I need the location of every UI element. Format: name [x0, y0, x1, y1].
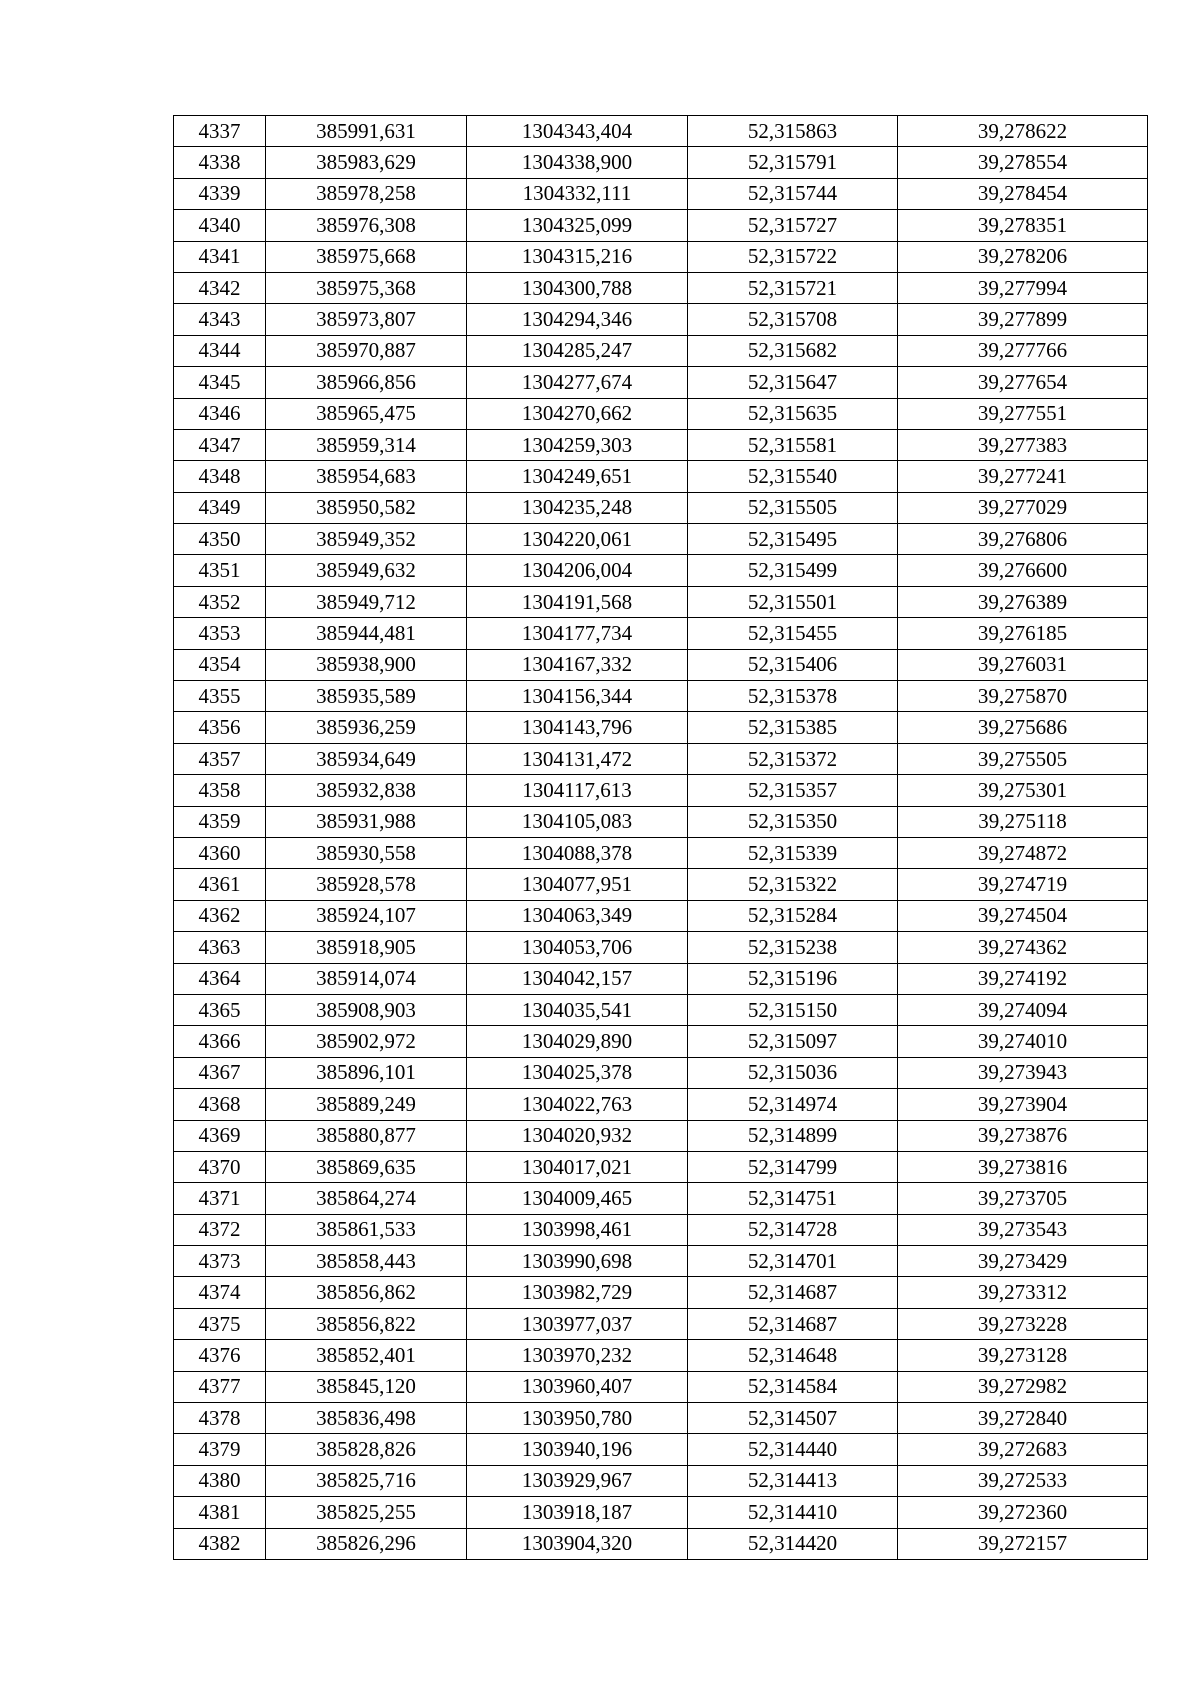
- x-coordinate-cell: 385934,649: [266, 743, 467, 774]
- x-coordinate-cell: 385928,578: [266, 869, 467, 900]
- latitude-cell: 52,315150: [688, 994, 898, 1025]
- x-coordinate-cell: 385949,352: [266, 524, 467, 555]
- longitude-cell: 39,278206: [898, 241, 1148, 272]
- point-number-cell: 4354: [174, 649, 266, 680]
- y-coordinate-cell: 1304300,788: [467, 272, 688, 303]
- x-coordinate-cell: 385861,533: [266, 1214, 467, 1245]
- longitude-cell: 39,272982: [898, 1371, 1148, 1402]
- x-coordinate-cell: 385954,683: [266, 461, 467, 492]
- y-coordinate-cell: 1303950,780: [467, 1403, 688, 1434]
- table-row: [174, 1057, 1148, 1088]
- table-row: [174, 1308, 1148, 1339]
- point-number-cell: 4381: [174, 1497, 266, 1528]
- point-number-cell: 4338: [174, 147, 266, 178]
- x-coordinate-cell: 385914,074: [266, 963, 467, 994]
- x-coordinate-cell: 385852,401: [266, 1340, 467, 1371]
- longitude-cell: 39,274504: [898, 900, 1148, 931]
- longitude-cell: 39,276031: [898, 649, 1148, 680]
- longitude-cell: 39,278351: [898, 210, 1148, 241]
- x-coordinate-cell: 385935,589: [266, 681, 467, 712]
- y-coordinate-cell: 1304332,111: [467, 178, 688, 209]
- latitude-cell: 52,315378: [688, 681, 898, 712]
- latitude-cell: 52,315744: [688, 178, 898, 209]
- y-coordinate-cell: 1303940,196: [467, 1434, 688, 1465]
- latitude-cell: 52,315196: [688, 963, 898, 994]
- y-coordinate-cell: 1304131,472: [467, 743, 688, 774]
- table-row: [174, 900, 1148, 931]
- y-coordinate-cell: 1304325,099: [467, 210, 688, 241]
- point-number-cell: 4379: [174, 1434, 266, 1465]
- longitude-cell: 39,273876: [898, 1120, 1148, 1151]
- x-coordinate-cell: 385924,107: [266, 900, 467, 931]
- latitude-cell: 52,315339: [688, 837, 898, 868]
- latitude-cell: 52,314410: [688, 1497, 898, 1528]
- latitude-cell: 52,314974: [688, 1089, 898, 1120]
- point-number-cell: 4352: [174, 586, 266, 617]
- x-coordinate-cell: 385932,838: [266, 775, 467, 806]
- y-coordinate-cell: 1304156,344: [467, 681, 688, 712]
- table-row: [174, 806, 1148, 837]
- y-coordinate-cell: 1304088,378: [467, 837, 688, 868]
- table-row: [174, 837, 1148, 868]
- table-row: [174, 147, 1148, 178]
- y-coordinate-cell: 1303977,037: [467, 1308, 688, 1339]
- table-row: [174, 932, 1148, 963]
- longitude-cell: 39,274362: [898, 932, 1148, 963]
- table-row: [174, 869, 1148, 900]
- x-coordinate-cell: 385845,120: [266, 1371, 467, 1402]
- point-number-cell: 4362: [174, 900, 266, 931]
- point-number-cell: 4376: [174, 1340, 266, 1371]
- y-coordinate-cell: 1304063,349: [467, 900, 688, 931]
- x-coordinate-cell: 385858,443: [266, 1246, 467, 1277]
- y-coordinate-cell: 1303970,232: [467, 1340, 688, 1371]
- point-number-cell: 4344: [174, 335, 266, 366]
- point-number-cell: 4356: [174, 712, 266, 743]
- x-coordinate-cell: 385908,903: [266, 994, 467, 1025]
- longitude-cell: 39,278622: [898, 116, 1148, 147]
- longitude-cell: 39,273429: [898, 1246, 1148, 1277]
- point-number-cell: 4355: [174, 681, 266, 712]
- coordinate-table: [173, 115, 1148, 1560]
- x-coordinate-cell: 385856,862: [266, 1277, 467, 1308]
- x-coordinate-cell: 385949,632: [266, 555, 467, 586]
- latitude-cell: 52,315372: [688, 743, 898, 774]
- x-coordinate-cell: 385944,481: [266, 618, 467, 649]
- longitude-cell: 39,272840: [898, 1403, 1148, 1434]
- table-row: [174, 1434, 1148, 1465]
- x-coordinate-cell: 385880,877: [266, 1120, 467, 1151]
- x-coordinate-cell: 385828,826: [266, 1434, 467, 1465]
- longitude-cell: 39,273543: [898, 1214, 1148, 1245]
- x-coordinate-cell: 385991,631: [266, 116, 467, 147]
- x-coordinate-cell: 385978,258: [266, 178, 467, 209]
- longitude-cell: 39,277551: [898, 398, 1148, 429]
- y-coordinate-cell: 1304029,890: [467, 1026, 688, 1057]
- longitude-cell: 39,272683: [898, 1434, 1148, 1465]
- table-row: [174, 1151, 1148, 1182]
- table-row: [174, 1403, 1148, 1434]
- x-coordinate-cell: 385902,972: [266, 1026, 467, 1057]
- latitude-cell: 52,315721: [688, 272, 898, 303]
- latitude-cell: 52,315499: [688, 555, 898, 586]
- longitude-cell: 39,274010: [898, 1026, 1148, 1057]
- table-row: [174, 681, 1148, 712]
- latitude-cell: 52,315322: [688, 869, 898, 900]
- table-row: [174, 743, 1148, 774]
- point-number-cell: 4370: [174, 1151, 266, 1182]
- point-number-cell: 4342: [174, 272, 266, 303]
- table-row: [174, 712, 1148, 743]
- table-row: [174, 241, 1148, 272]
- latitude-cell: 52,315540: [688, 461, 898, 492]
- y-coordinate-cell: 1303960,407: [467, 1371, 688, 1402]
- point-number-cell: 4371: [174, 1183, 266, 1214]
- longitude-cell: 39,273228: [898, 1308, 1148, 1339]
- latitude-cell: 52,315357: [688, 775, 898, 806]
- latitude-cell: 52,315863: [688, 116, 898, 147]
- table-row: [174, 335, 1148, 366]
- x-coordinate-cell: 385825,255: [266, 1497, 467, 1528]
- y-coordinate-cell: 1304294,346: [467, 304, 688, 335]
- point-number-cell: 4351: [174, 555, 266, 586]
- table-row: [174, 116, 1148, 147]
- latitude-cell: 52,314701: [688, 1246, 898, 1277]
- latitude-cell: 52,315495: [688, 524, 898, 555]
- longitude-cell: 39,273128: [898, 1340, 1148, 1371]
- x-coordinate-cell: 385975,368: [266, 272, 467, 303]
- point-number-cell: 4349: [174, 492, 266, 523]
- longitude-cell: 39,273705: [898, 1183, 1148, 1214]
- y-coordinate-cell: 1304117,613: [467, 775, 688, 806]
- x-coordinate-cell: 385931,988: [266, 806, 467, 837]
- x-coordinate-cell: 385965,475: [266, 398, 467, 429]
- table-row: [174, 1120, 1148, 1151]
- point-number-cell: 4369: [174, 1120, 266, 1151]
- table-row: [174, 367, 1148, 398]
- table-row: [174, 1528, 1148, 1559]
- table-row: [174, 178, 1148, 209]
- latitude-cell: 52,314507: [688, 1403, 898, 1434]
- longitude-cell: 39,274192: [898, 963, 1148, 994]
- point-number-cell: 4353: [174, 618, 266, 649]
- longitude-cell: 39,277766: [898, 335, 1148, 366]
- point-number-cell: 4358: [174, 775, 266, 806]
- latitude-cell: 52,314648: [688, 1340, 898, 1371]
- y-coordinate-cell: 1303982,729: [467, 1277, 688, 1308]
- y-coordinate-cell: 1304077,951: [467, 869, 688, 900]
- longitude-cell: 39,277994: [898, 272, 1148, 303]
- x-coordinate-cell: 385896,101: [266, 1057, 467, 1088]
- table-row: [174, 524, 1148, 555]
- latitude-cell: 52,315581: [688, 429, 898, 460]
- y-coordinate-cell: 1304053,706: [467, 932, 688, 963]
- y-coordinate-cell: 1304277,674: [467, 367, 688, 398]
- y-coordinate-cell: 1304235,248: [467, 492, 688, 523]
- point-number-cell: 4367: [174, 1057, 266, 1088]
- table-row: [174, 586, 1148, 617]
- point-number-cell: 4366: [174, 1026, 266, 1057]
- table-row: [174, 1371, 1148, 1402]
- longitude-cell: 39,275301: [898, 775, 1148, 806]
- latitude-cell: 52,315682: [688, 335, 898, 366]
- point-number-cell: 4375: [174, 1308, 266, 1339]
- x-coordinate-cell: 385970,887: [266, 335, 467, 366]
- y-coordinate-cell: 1304206,004: [467, 555, 688, 586]
- longitude-cell: 39,275118: [898, 806, 1148, 837]
- y-coordinate-cell: 1304315,216: [467, 241, 688, 272]
- table-row: [174, 492, 1148, 523]
- table-row: [174, 1214, 1148, 1245]
- table-row: [174, 272, 1148, 303]
- y-coordinate-cell: 1303998,461: [467, 1214, 688, 1245]
- table-row: [174, 775, 1148, 806]
- point-number-cell: 4337: [174, 116, 266, 147]
- table-row: [174, 1277, 1148, 1308]
- point-number-cell: 4340: [174, 210, 266, 241]
- x-coordinate-cell: 385975,668: [266, 241, 467, 272]
- point-number-cell: 4346: [174, 398, 266, 429]
- latitude-cell: 52,315036: [688, 1057, 898, 1088]
- y-coordinate-cell: 1304143,796: [467, 712, 688, 743]
- x-coordinate-cell: 385959,314: [266, 429, 467, 460]
- longitude-cell: 39,277654: [898, 367, 1148, 398]
- latitude-cell: 52,315097: [688, 1026, 898, 1057]
- table-row: [174, 461, 1148, 492]
- point-number-cell: 4365: [174, 994, 266, 1025]
- latitude-cell: 52,315406: [688, 649, 898, 680]
- point-number-cell: 4361: [174, 869, 266, 900]
- table-row: [174, 1340, 1148, 1371]
- y-coordinate-cell: 1304017,021: [467, 1151, 688, 1182]
- latitude-cell: 52,315708: [688, 304, 898, 335]
- y-coordinate-cell: 1304343,404: [467, 116, 688, 147]
- longitude-cell: 39,275870: [898, 681, 1148, 712]
- y-coordinate-cell: 1304042,157: [467, 963, 688, 994]
- latitude-cell: 52,315722: [688, 241, 898, 272]
- latitude-cell: 52,315791: [688, 147, 898, 178]
- point-number-cell: 4373: [174, 1246, 266, 1277]
- point-number-cell: 4357: [174, 743, 266, 774]
- y-coordinate-cell: 1304177,734: [467, 618, 688, 649]
- x-coordinate-cell: 385973,807: [266, 304, 467, 335]
- x-coordinate-cell: 385825,716: [266, 1465, 467, 1496]
- x-coordinate-cell: 385936,259: [266, 712, 467, 743]
- x-coordinate-cell: 385856,822: [266, 1308, 467, 1339]
- point-number-cell: 4359: [174, 806, 266, 837]
- y-coordinate-cell: 1303990,698: [467, 1246, 688, 1277]
- latitude-cell: 52,314413: [688, 1465, 898, 1496]
- latitude-cell: 52,314728: [688, 1214, 898, 1245]
- point-number-cell: 4364: [174, 963, 266, 994]
- point-number-cell: 4374: [174, 1277, 266, 1308]
- y-coordinate-cell: 1303904,320: [467, 1528, 688, 1559]
- table-row: [174, 618, 1148, 649]
- latitude-cell: 52,314584: [688, 1371, 898, 1402]
- x-coordinate-cell: 385869,635: [266, 1151, 467, 1182]
- y-coordinate-cell: 1304249,651: [467, 461, 688, 492]
- point-number-cell: 4350: [174, 524, 266, 555]
- latitude-cell: 52,315635: [688, 398, 898, 429]
- longitude-cell: 39,275505: [898, 743, 1148, 774]
- point-number-cell: 4343: [174, 304, 266, 335]
- point-number-cell: 4382: [174, 1528, 266, 1559]
- longitude-cell: 39,273816: [898, 1151, 1148, 1182]
- table-row: [174, 994, 1148, 1025]
- x-coordinate-cell: 385889,249: [266, 1089, 467, 1120]
- latitude-cell: 52,315647: [688, 367, 898, 398]
- y-coordinate-cell: 1303918,187: [467, 1497, 688, 1528]
- table-row: [174, 210, 1148, 241]
- y-coordinate-cell: 1304020,932: [467, 1120, 688, 1151]
- latitude-cell: 52,315385: [688, 712, 898, 743]
- longitude-cell: 39,274094: [898, 994, 1148, 1025]
- latitude-cell: 52,314420: [688, 1528, 898, 1559]
- latitude-cell: 52,314751: [688, 1183, 898, 1214]
- x-coordinate-cell: 385966,856: [266, 367, 467, 398]
- y-coordinate-cell: 1304259,303: [467, 429, 688, 460]
- point-number-cell: 4348: [174, 461, 266, 492]
- y-coordinate-cell: 1304167,332: [467, 649, 688, 680]
- longitude-cell: 39,273312: [898, 1277, 1148, 1308]
- point-number-cell: 4339: [174, 178, 266, 209]
- longitude-cell: 39,274719: [898, 869, 1148, 900]
- x-coordinate-cell: 385950,582: [266, 492, 467, 523]
- latitude-cell: 52,314799: [688, 1151, 898, 1182]
- table-row: [174, 1183, 1148, 1214]
- point-number-cell: 4347: [174, 429, 266, 460]
- point-number-cell: 4368: [174, 1089, 266, 1120]
- y-coordinate-cell: 1304338,900: [467, 147, 688, 178]
- y-coordinate-cell: 1304285,247: [467, 335, 688, 366]
- table-row: [174, 1465, 1148, 1496]
- x-coordinate-cell: 385930,558: [266, 837, 467, 868]
- y-coordinate-cell: 1304035,541: [467, 994, 688, 1025]
- x-coordinate-cell: 385938,900: [266, 649, 467, 680]
- longitude-cell: 39,277241: [898, 461, 1148, 492]
- point-number-cell: 4378: [174, 1403, 266, 1434]
- x-coordinate-cell: 385976,308: [266, 210, 467, 241]
- x-coordinate-cell: 385918,905: [266, 932, 467, 963]
- table-row: [174, 1246, 1148, 1277]
- longitude-cell: 39,276389: [898, 586, 1148, 617]
- point-number-cell: 4380: [174, 1465, 266, 1496]
- table-row: [174, 398, 1148, 429]
- table-row: [174, 649, 1148, 680]
- coordinate-table-body: [174, 116, 1148, 1560]
- latitude-cell: 52,314440: [688, 1434, 898, 1465]
- x-coordinate-cell: 385983,629: [266, 147, 467, 178]
- x-coordinate-cell: 385836,498: [266, 1403, 467, 1434]
- table-row: [174, 429, 1148, 460]
- longitude-cell: 39,274872: [898, 837, 1148, 868]
- longitude-cell: 39,277899: [898, 304, 1148, 335]
- longitude-cell: 39,277029: [898, 492, 1148, 523]
- y-coordinate-cell: 1304025,378: [467, 1057, 688, 1088]
- latitude-cell: 52,314687: [688, 1277, 898, 1308]
- y-coordinate-cell: 1304105,083: [467, 806, 688, 837]
- longitude-cell: 39,272533: [898, 1465, 1148, 1496]
- x-coordinate-cell: 385949,712: [266, 586, 467, 617]
- table-row: [174, 555, 1148, 586]
- latitude-cell: 52,314899: [688, 1120, 898, 1151]
- latitude-cell: 52,314687: [688, 1308, 898, 1339]
- longitude-cell: 39,276600: [898, 555, 1148, 586]
- table-row: [174, 1026, 1148, 1057]
- longitude-cell: 39,272360: [898, 1497, 1148, 1528]
- latitude-cell: 52,315350: [688, 806, 898, 837]
- longitude-cell: 39,272157: [898, 1528, 1148, 1559]
- y-coordinate-cell: 1304270,662: [467, 398, 688, 429]
- table-row: [174, 304, 1148, 335]
- point-number-cell: 4372: [174, 1214, 266, 1245]
- table-row: [174, 1497, 1148, 1528]
- table-row: [174, 963, 1148, 994]
- latitude-cell: 52,315501: [688, 586, 898, 617]
- y-coordinate-cell: 1304009,465: [467, 1183, 688, 1214]
- latitude-cell: 52,315238: [688, 932, 898, 963]
- longitude-cell: 39,276806: [898, 524, 1148, 555]
- point-number-cell: 4363: [174, 932, 266, 963]
- point-number-cell: 4345: [174, 367, 266, 398]
- y-coordinate-cell: 1304022,763: [467, 1089, 688, 1120]
- latitude-cell: 52,315455: [688, 618, 898, 649]
- point-number-cell: 4341: [174, 241, 266, 272]
- latitude-cell: 52,315505: [688, 492, 898, 523]
- latitude-cell: 52,315284: [688, 900, 898, 931]
- longitude-cell: 39,276185: [898, 618, 1148, 649]
- longitude-cell: 39,273904: [898, 1089, 1148, 1120]
- y-coordinate-cell: 1303929,967: [467, 1465, 688, 1496]
- longitude-cell: 39,277383: [898, 429, 1148, 460]
- x-coordinate-cell: 385826,296: [266, 1528, 467, 1559]
- longitude-cell: 39,275686: [898, 712, 1148, 743]
- point-number-cell: 4377: [174, 1371, 266, 1402]
- y-coordinate-cell: 1304191,568: [467, 586, 688, 617]
- longitude-cell: 39,278454: [898, 178, 1148, 209]
- longitude-cell: 39,278554: [898, 147, 1148, 178]
- table-row: [174, 1089, 1148, 1120]
- longitude-cell: 39,273943: [898, 1057, 1148, 1088]
- y-coordinate-cell: 1304220,061: [467, 524, 688, 555]
- latitude-cell: 52,315727: [688, 210, 898, 241]
- point-number-cell: 4360: [174, 837, 266, 868]
- x-coordinate-cell: 385864,274: [266, 1183, 467, 1214]
